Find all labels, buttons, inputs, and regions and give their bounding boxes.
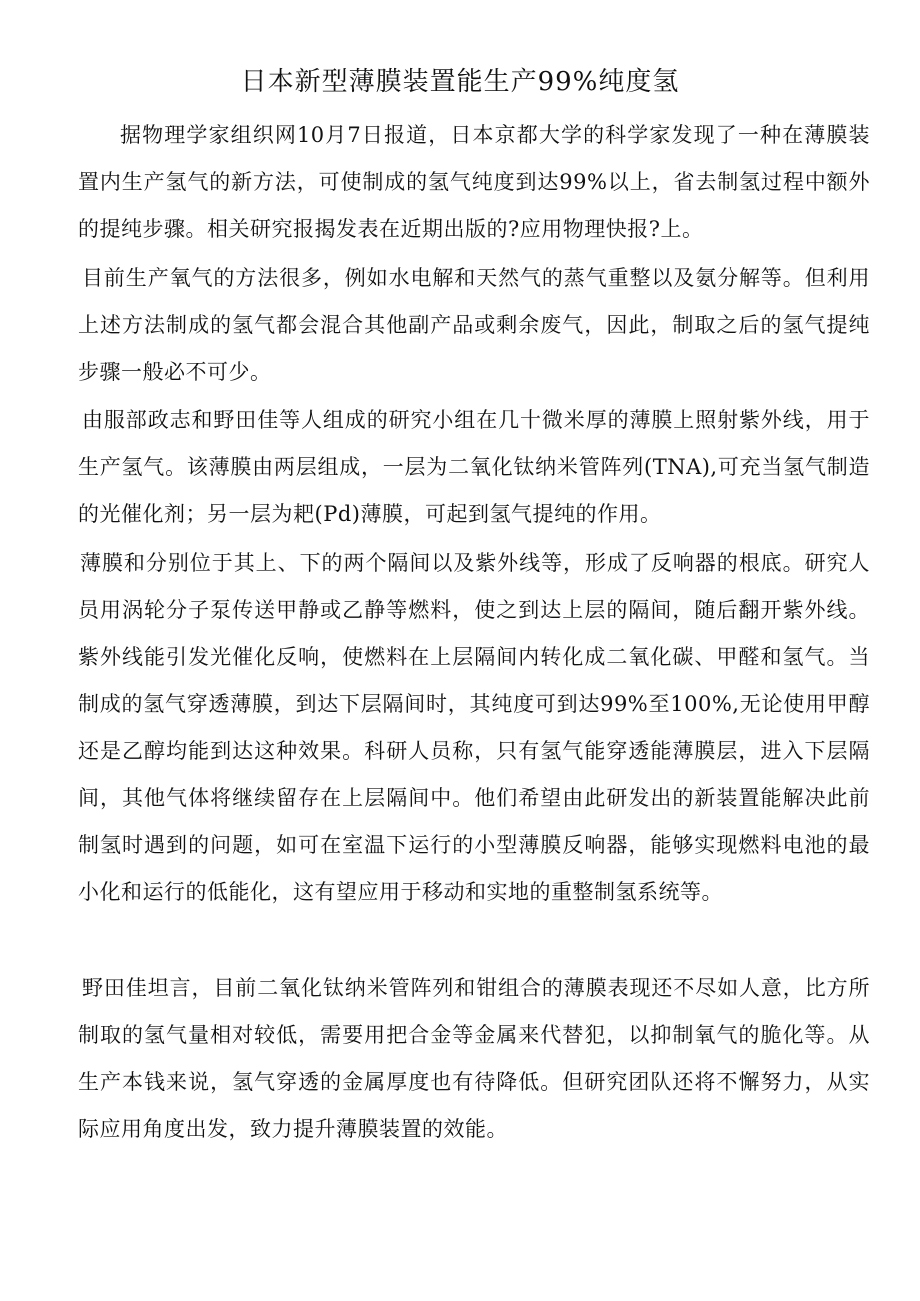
paragraph-3: 由服部政志和野田佳等人组成的研究小组在几十微米厚的薄膜上照射紫外线，用于生产氢气。该薄膜由两层组成，一层为二氧化钛纳米管阵列(TNA),可充当氢气制造的光催化剂；另一层为耙(Pd)薄膜，可起到氢气提纯的作用。 bbox=[78, 408, 870, 526]
paragraph-4: 薄膜和分别位于其上、下的两个隔间以及紫外线等，形成了反响器的根底。研究人员用涡轮分子泵传送甲静或乙静等燃料，使之到达上层的隔间，随后翻开紫外线。紫外线能引发光催化反响，使燃料在上层隔间内转化成二氧化碳、甲醛和氢气。当制成的氢气穿透薄膜，到达下层隔间时，其纯度可到达99%至100%,无论使用甲醇还是乙醇均能到达这种效果。科研人员称，只有氢气能穿透能薄膜层，进入下层隔间，其他气体将继续留存在上层隔间中。他们希望由此研发出的新装置能解决此前制氢时遇到的问题，如可在室温下运行的小型薄膜反响器，能够实现燃料电池的最小化和运行的低能化，这有望应用于移动和实地的重整制氢系统等。 bbox=[78, 551, 870, 904]
paragraph-1: 据物理学家组织网10月7日报道，日本京都大学的科学家发现了一种在薄膜装置内生产氢气的新方法，可使制成的氢气纯度到达99%以上，省去制氢过程中额外的提纯步骤。相关研究报揭发表在近期出版的?应用物理快报?上。 bbox=[78, 123, 870, 241]
document-title: 日本新型薄膜装置能生产99%纯度氢 bbox=[240, 67, 680, 97]
paragraph-5: 野田佳坦言，目前二氧化钛纳米管阵列和钳组合的薄膜表现还不尽如人意，比方所制取的氢气量相对较低，需要用把合金等金属来代替犯，以抑制氧气的脆化等。从生产本钱来说，氢气穿透的金属厚度也有待降低。但研究团队还将不懈努力，从实际应用角度出发，致力提升薄膜装置的效能。 bbox=[78, 976, 870, 1141]
paragraph-2: 目前生产氧气的方法很多，例如水电解和天然气的蒸气重整以及氨分解等。但利用上述方法制成的氢气都会混合其他副产品或剩余废气，因此，制取之后的氢气提纯步骤一般必不可少。 bbox=[78, 266, 870, 384]
